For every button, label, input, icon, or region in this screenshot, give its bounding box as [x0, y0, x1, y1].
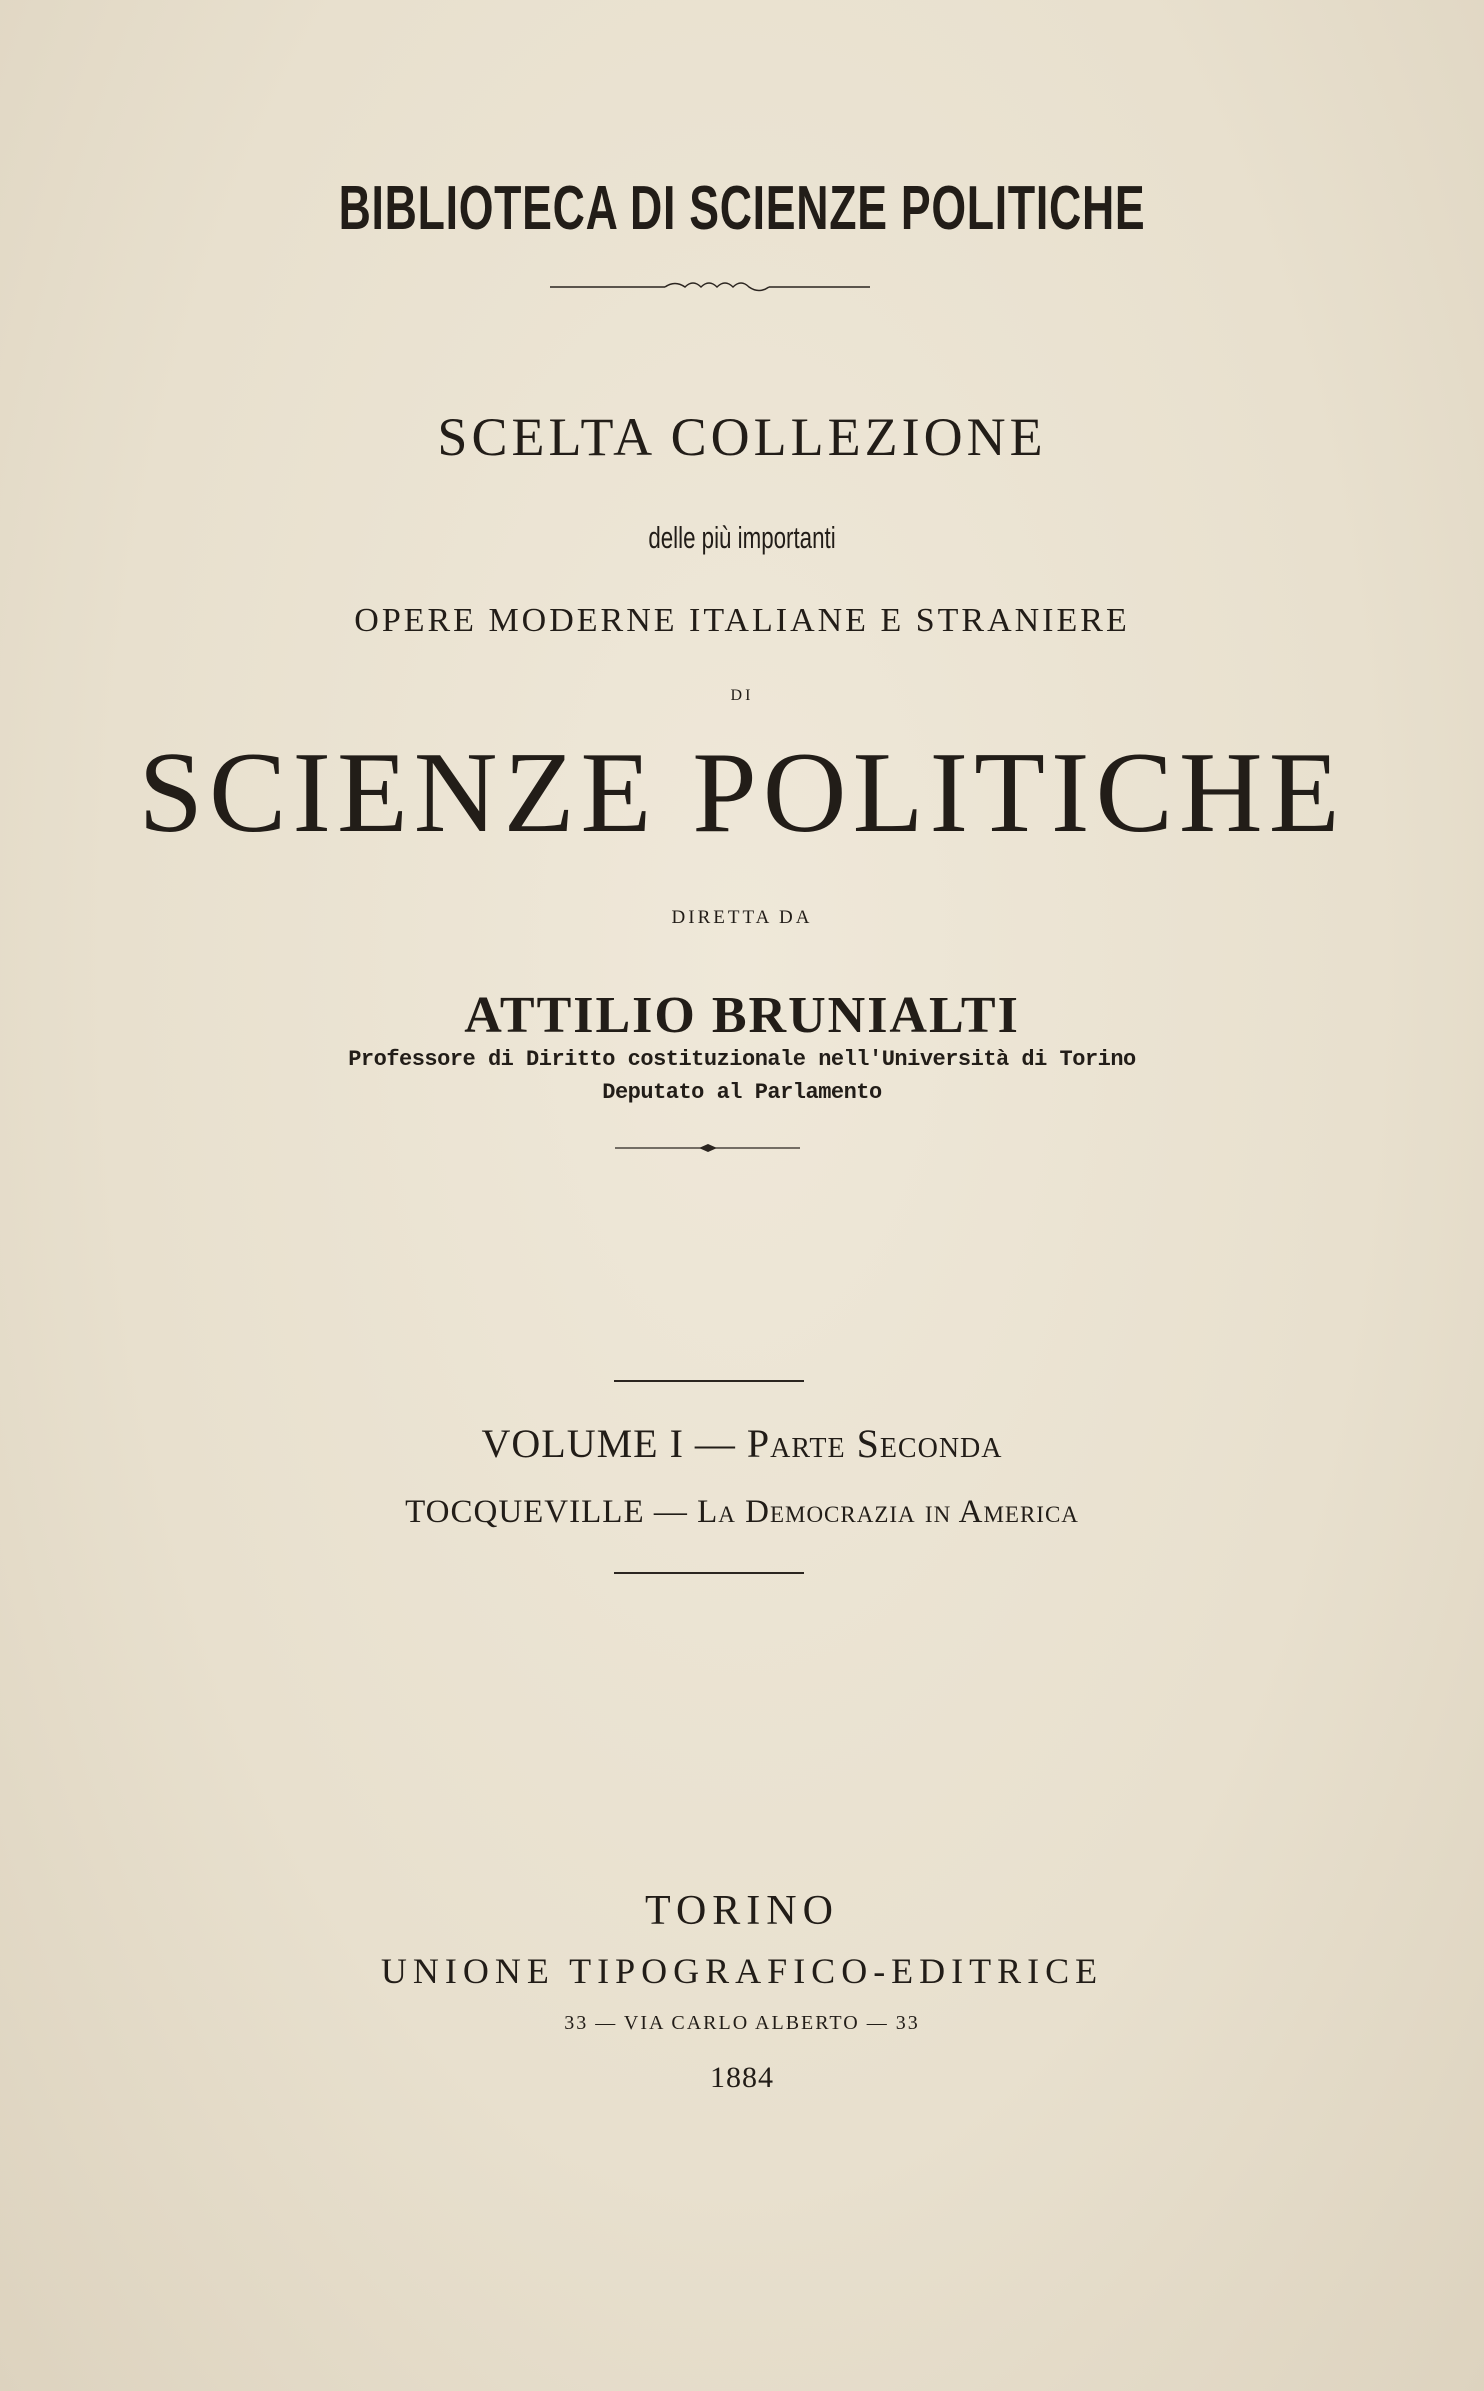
collection-heading: SCELTA COLLEZIONE — [437, 407, 1047, 467]
rule-below-work — [614, 1572, 804, 1574]
subtitle-works: OPERE MODERNE ITALIANE E STRANIERE — [354, 602, 1130, 639]
editor-role-professor: Professore di Diritto costituzionale nell'Università di Torino — [348, 1047, 1136, 1072]
imprint-publisher: UNIONE TIPOGRAFICO-EDITRICE — [380, 1951, 1104, 1991]
volume-line: VOLUME I — Parte Seconda — [481, 1421, 1003, 1466]
rule-above-volume — [614, 1380, 804, 1382]
main-title: SCIENZE POLITICHE — [138, 729, 1346, 857]
subtitle-delle: delle più importanti — [648, 520, 836, 555]
editor-role-deputy: Deputato al Parlamento — [602, 1080, 882, 1105]
editor-name: ATTILIO BRUNIALTI — [464, 987, 1020, 1044]
subtitle-di: DI — [730, 687, 754, 704]
decorative-flourish-divider — [550, 277, 870, 297]
small-diamond-divider — [615, 1142, 800, 1154]
directed-by-label: DIRETTA DA — [671, 907, 813, 928]
imprint-address: 33 — VIA CARLO ALBERTO — 33 — [564, 2012, 920, 2034]
imprint-year: 1884 — [710, 2061, 774, 2094]
imprint-place: TORINO — [645, 1888, 839, 1934]
series-title: BIBLIOTECA DI SCIENZE POLITICHE — [338, 174, 1146, 243]
work-line: TOCQUEVILLE — La Democrazia in America — [405, 1494, 1079, 1530]
